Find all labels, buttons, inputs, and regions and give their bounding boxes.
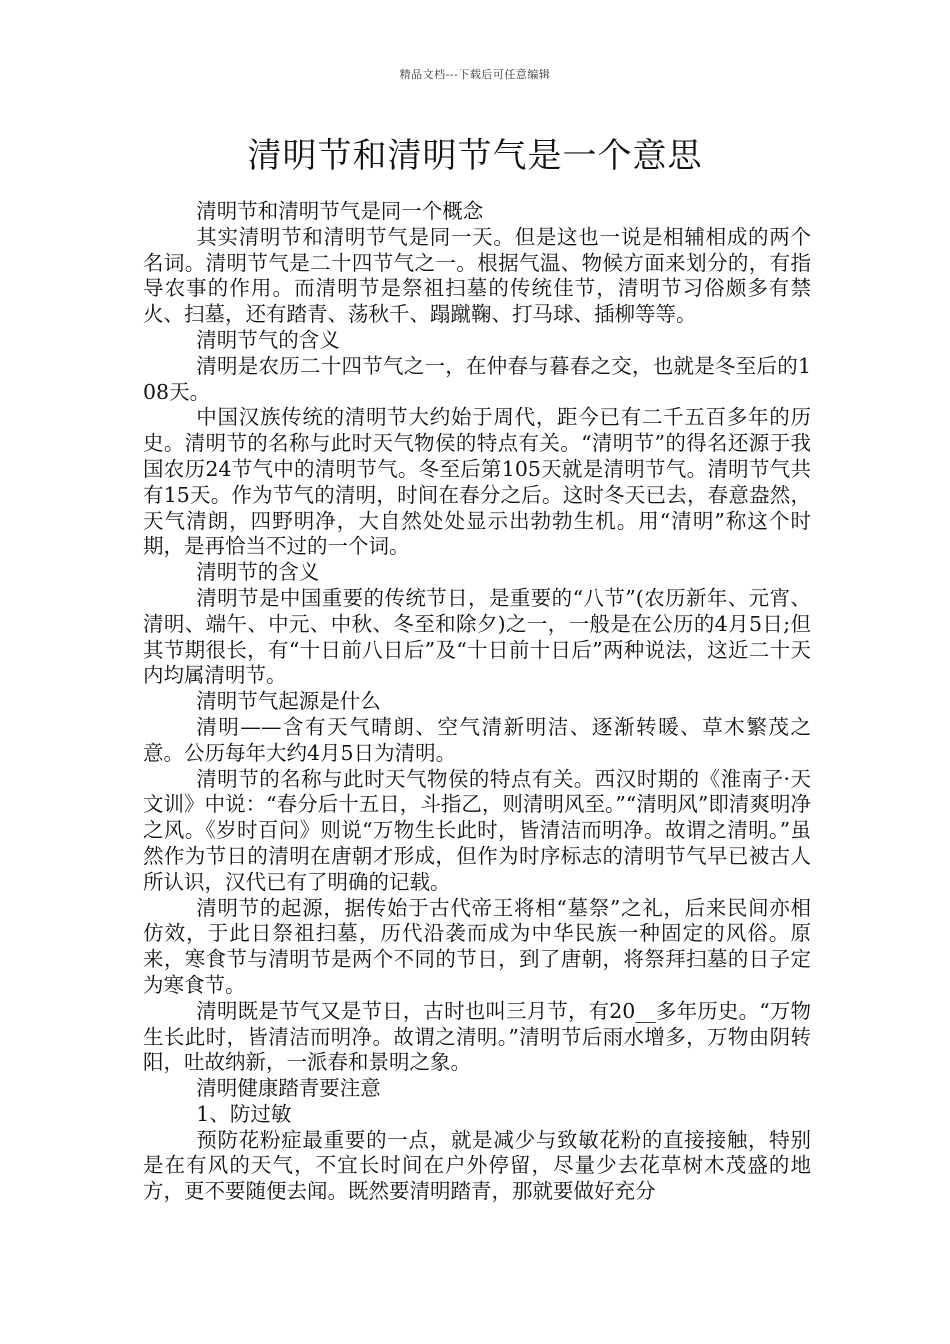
- paragraph-tomb-sweeping-origin: 清明节的起源，据传始于古代帝王将相“墓祭”之礼，后来民间亦相仿效，于此日祭祖扫墓，历代沿袭而成为中华民族一种固定的风俗。原来，寒食节与清明节是两个不同的节日，到了唐朝，将祭拜扫墓的日子定为寒食节。: [143, 895, 811, 997]
- section-heading-same-concept: 清明节和清明节气是同一个概念: [196, 199, 484, 223]
- paragraph-term-and-festival: 清明既是节气又是节日，古时也叫三月节，有20__多年历史。“万物生长此时，皆清洁而明净。故谓之清明。”清明节后雨水增多，万物由阴转阳，吐故纳新，一派春和景明之象。: [143, 998, 811, 1075]
- section-heading-health-outing: 清明健康踏青要注意: [196, 1076, 381, 1101]
- header-note: 精品文档---下载后可任意编辑: [399, 68, 551, 81]
- document-title: 清明节和清明节气是一个意思: [247, 136, 703, 176]
- paragraph-name-origin: 清明节的名称与此时天气物侯的特点有关。西汉时期的《淮南子·天文训》中说：“春分后十五日，斗指乙，则清明风至。”“清明风”即清爽明净之风。《岁时百问》则说“万物生长此时，皆清洁而明净。故谓之清明。”虽然作为节日的清明在唐朝才形成，但作为时序标志的清明节气早已被古人所认识，汉代已有了明确的记载。: [143, 766, 811, 894]
- section-heading-solar-term-meaning: 清明节气的含义: [196, 327, 340, 352]
- paragraph-history: 中国汉族传统的清明节大约始于周代，距今已有二千五百多年的历史。清明节的名称与此时天气物侯的特点有关。“清明节”的得名还源于我国农历24节气中的清明节气。冬至后第105天就是清明节气。清明节气共有15天。作为节气的清明，时间在春分之后。这时冬天已去，春意盎然，天气清朗，四野明净，大自然处处显示出勃勃生机。用“清明”称这个时期，是再恰当不过的一个词。: [143, 405, 811, 559]
- paragraph-qingming-meaning: 清明——含有天气晴朗、空气清新明洁、逐渐转暖、草木繁茂之意。公历每年大约4月5日为清明。: [143, 714, 811, 765]
- document-body: [143, 199, 811, 1205]
- section-heading-origin: 清明节气起源是什么: [196, 689, 381, 714]
- section-heading-festival-meaning: 清明节的含义: [196, 560, 320, 585]
- subheading-allergy: 1、防过敏: [196, 1101, 292, 1126]
- paragraph-same-day: 其实清明节和清明节气是同一天。但是这也一说是相辅相成的两个名词。清明节气是二十四节气之一。根据气温、物候方面来划分的，有指导农事的作用。而清明节是祭祖扫墓的传统佳节，清明节习俗颇多有禁火、扫墓，还有踏青、荡秋千、蹋蹴鞠、打马球、插柳等等。: [143, 224, 811, 327]
- paragraph-festival-meaning: 清明节是中国重要的传统节日，是重要的“八节”(农历新年、元宵、清明、端午、中元、中秋、冬至和除夕)之一，一般是在公历的4月5日;但其节期很长，有“十日前八日后”及“十日前十日后”两种说法，这近二十天内均属清明节。: [143, 585, 811, 688]
- paragraph-solar-term-definition: 清明是农历二十四节气之一，在仲春与暮春之交，也就是冬至后的108天。: [143, 353, 811, 404]
- paragraph-allergy-prevention: 预防花粉症最重要的一点，就是减少与致敏花粉的直接接触，特别是在有风的天气，不宜长时间在户外停留，尽量少去花草树木茂盛的地方，更不要随便去闻。既然要清明踏青，那就要做好充分: [143, 1127, 811, 1204]
